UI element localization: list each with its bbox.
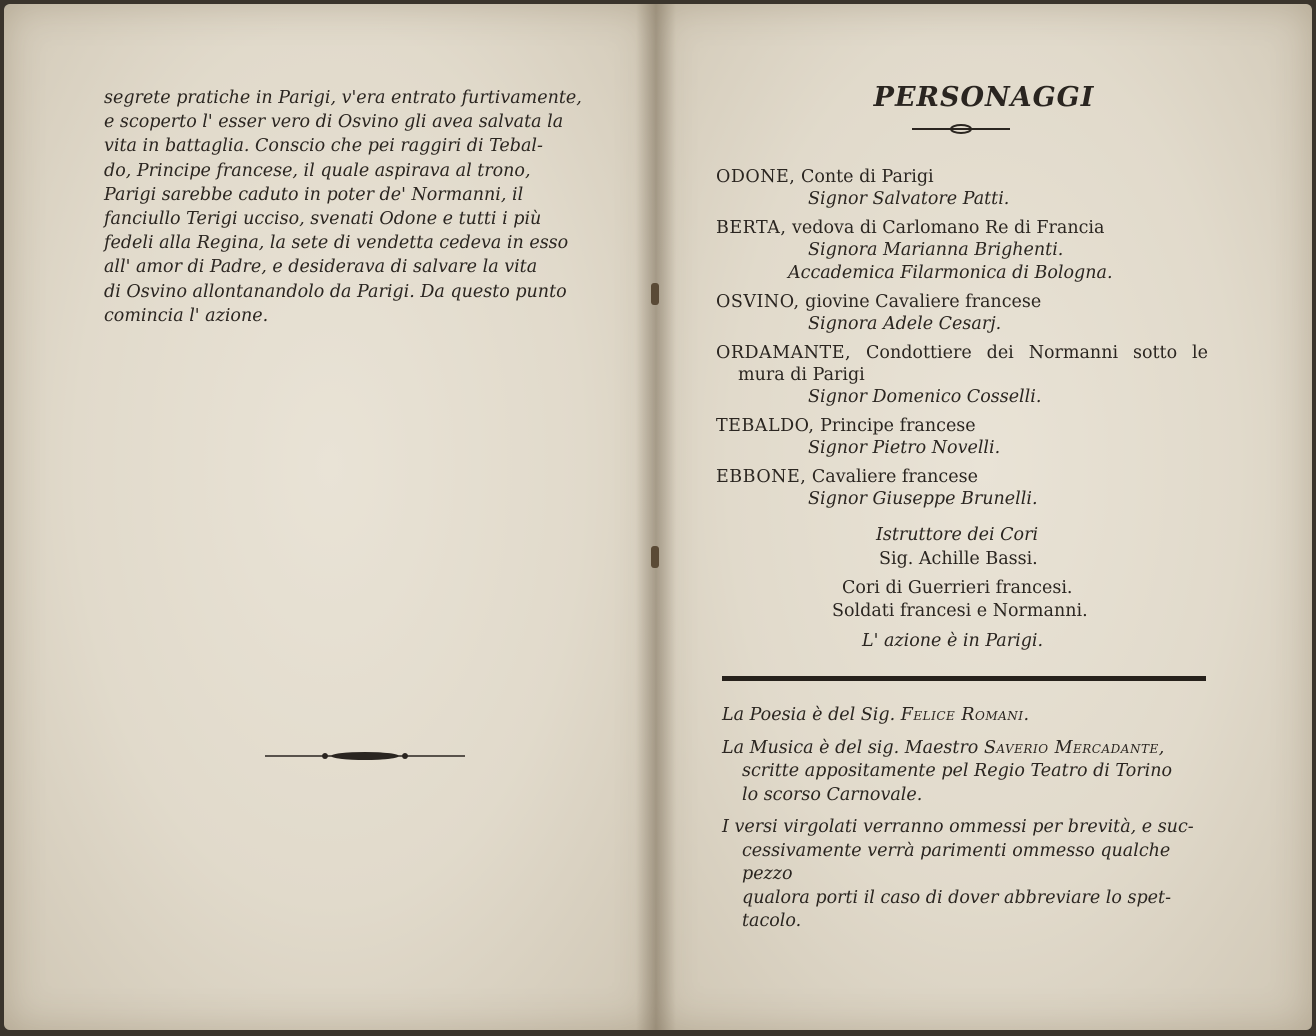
character-description-cont: mura di Parigi (738, 365, 865, 385)
text-line: Parigi sarebbe caduto in poter de' Normanni, il (104, 184, 524, 205)
note-text: I versi virgolati verranno ommessi per brevità, e suc- (722, 817, 1194, 837)
music-credit (722, 737, 1210, 808)
character-description: giovine Cavaliere francese (805, 292, 1042, 312)
note-text: cessivamente verrà parimenti ommesso qualche pezzo (742, 840, 1171, 884)
singer-name: Signor Salvatore Patti. (808, 189, 1010, 209)
character-name: ORDAMANTE, (716, 343, 852, 363)
singer-name: Signor Domenico Cosselli. (808, 387, 1042, 407)
note-text: qualora porti il caso di dover abbreviare lo spet- (742, 887, 1171, 908)
character-description: vedova di Carlomano Re di Francia (792, 218, 1105, 238)
character-description: Principe francese (820, 416, 976, 436)
composer-name: Saverio Mercadante, (983, 737, 1165, 758)
character-name: EBBONE, (716, 467, 807, 487)
character-description: Cavaliere francese (811, 467, 978, 487)
character-name: TEBALDO, (716, 416, 815, 436)
chorus-instructor-name: Sig. Achille Bassi. (879, 549, 1038, 569)
chorus-line: Cori di Guerrieri francesi. (842, 578, 1073, 598)
text-line: vita in battaglia. Conscio che pei raggiri di Tebal- (104, 136, 543, 157)
setting-line: L' azione è in Parigi. (862, 631, 1044, 651)
singer-affiliation: Accademica Filarmonica di Bologna. (788, 263, 1113, 283)
singer-name: Signora Adele Cesarj. (808, 314, 1002, 334)
credit-text: La Musica è del sig. Maestro (722, 737, 979, 758)
title-ornament (912, 123, 1010, 135)
cast-entry (716, 217, 1208, 285)
character-name: OSVINO, (716, 292, 800, 312)
singer-name: Signora Marianna Brighenti. (808, 240, 1064, 260)
text-line: fedeli alla Regina, la sete di vendetta cedeva in esso (104, 233, 569, 254)
binding-stitch-top (651, 283, 659, 305)
text-line: all' amor di Padre, e desiderava di salvare la vita (104, 257, 538, 278)
singer-name: Signor Giuseppe Brunelli. (808, 489, 1038, 509)
credit-text: lo scorso Carnovale. (742, 784, 923, 805)
page-title: PERSONAGGI (873, 82, 1095, 113)
cast-entry (716, 415, 1208, 460)
text-line: fanciullo Terigi ucciso, svenati Odone e tutti i più (104, 209, 542, 230)
performance-note (722, 816, 1210, 934)
chorus-instructor-label: Istruttore dei Cori (876, 525, 1039, 545)
poetry-credit (722, 704, 1210, 728)
character-description: Conte di Parigi (800, 167, 934, 187)
text-line: do, Principe francese, il quale aspirava al trono, (104, 160, 531, 181)
cast-entry (716, 166, 1208, 211)
poet-name: Felice Romani. (900, 705, 1030, 725)
credit-text: scritte appositamente pel Regio Teatro di Torino (742, 761, 1173, 781)
character-description: Condottiere dei Normanni sotto le (866, 343, 1208, 363)
chorus-line: Soldati francesi e Normanni. (832, 601, 1088, 621)
text-line: comincia l' azione. (104, 305, 269, 326)
credits (722, 704, 1210, 943)
text-line: segrete pratiche in Parigi, v'era entrato furtivamente, (104, 88, 582, 108)
note-text: tacolo. (742, 911, 802, 931)
singer-name: Signor Pietro Novelli. (808, 438, 1001, 458)
divider-rule (722, 676, 1206, 681)
book-gutter (636, 4, 676, 1030)
text-line: di Osvino allontanandolo da Parigi. Da questo punto (104, 281, 567, 302)
cast-list (716, 166, 1208, 514)
character-name: BERTA, (716, 218, 787, 238)
text-line: e scoperto l' esser vero di Osvino gli avea salvata la (104, 112, 564, 133)
cast-entry (716, 342, 1208, 409)
cast-entry (716, 291, 1208, 336)
end-ornament (265, 750, 465, 762)
character-name: ODONE, (716, 167, 796, 187)
cast-entry (716, 466, 1208, 511)
credit-text: La Poesia è del Sig. (722, 705, 896, 725)
left-page-text (104, 86, 606, 328)
